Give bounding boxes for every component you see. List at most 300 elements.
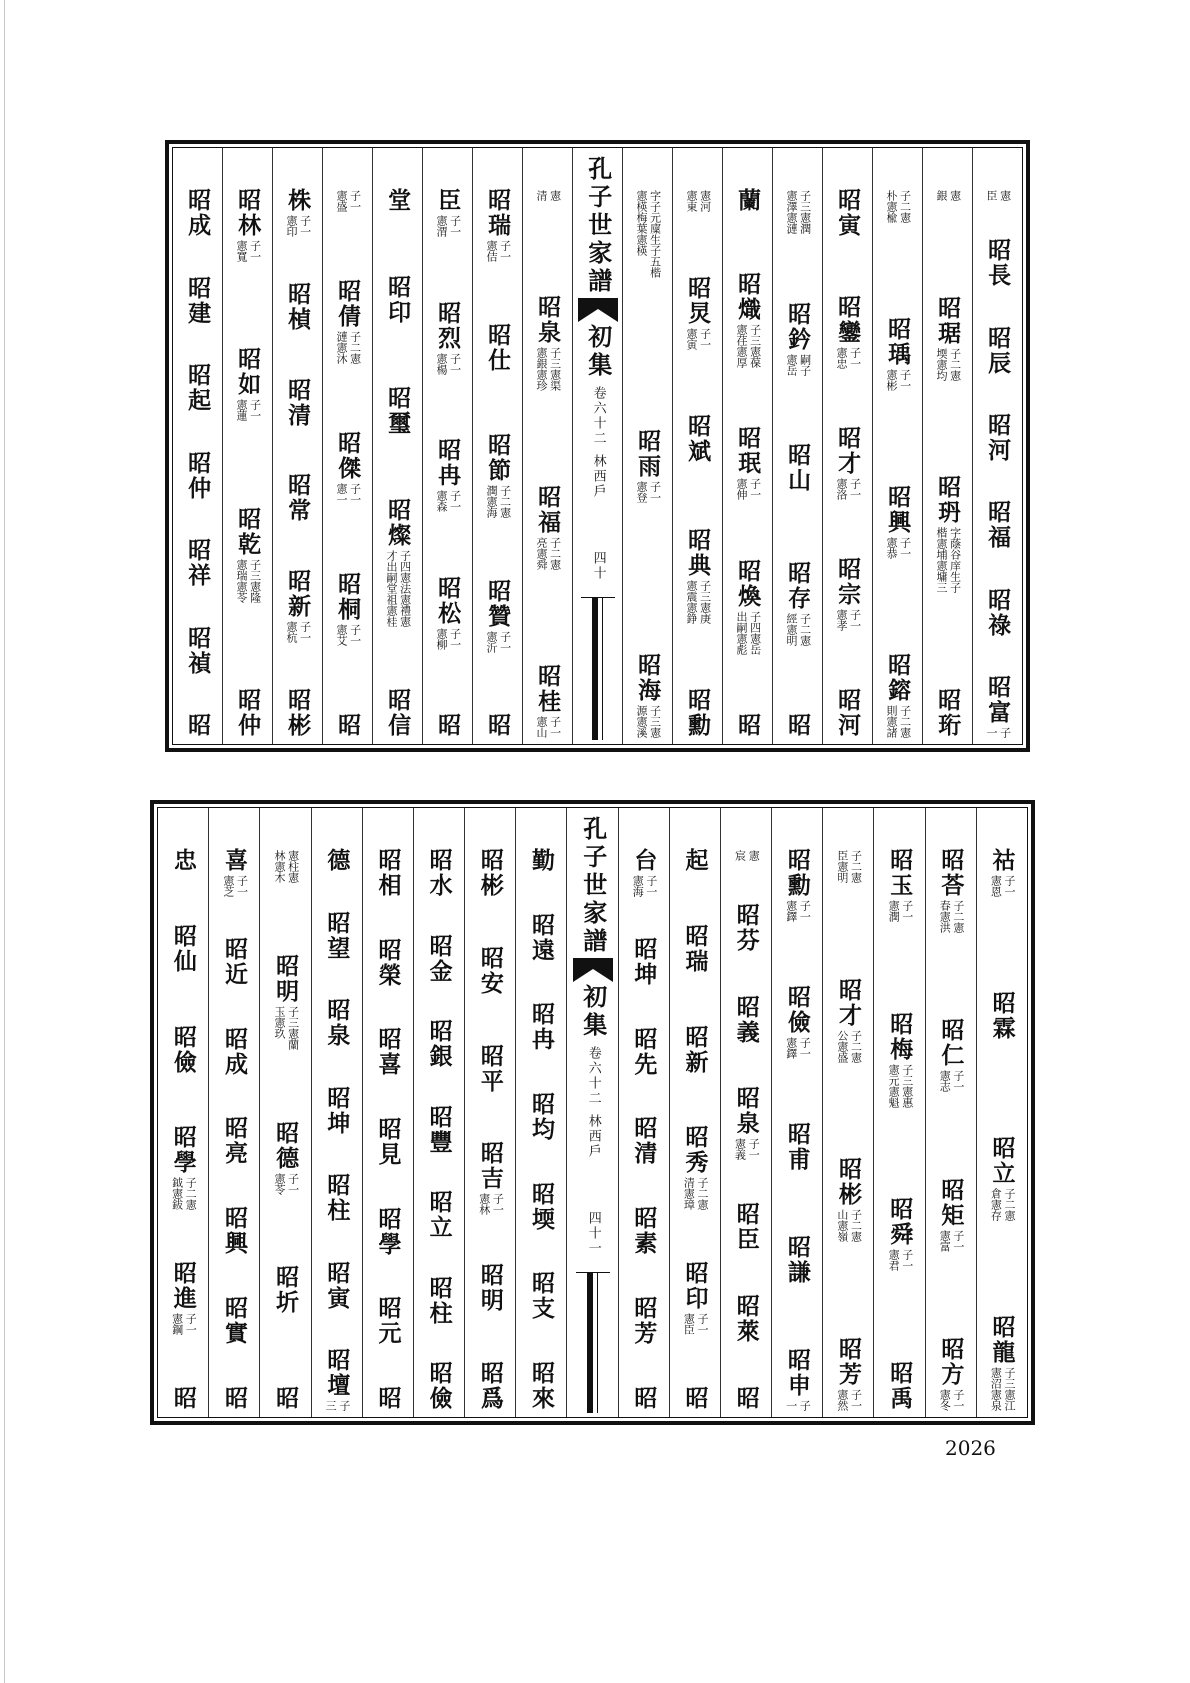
entry: [285, 688, 310, 738]
note-line: 子一: [498, 240, 512, 262]
entry: [834, 295, 860, 369]
note-line: 子: [798, 1400, 812, 1411]
entry: [234, 507, 260, 603]
lower-panel: [150, 800, 1035, 1425]
entry: [222, 1386, 247, 1411]
text-column: [423, 148, 473, 744]
entry: [235, 688, 260, 738]
text-column: [223, 148, 273, 744]
note-line: 憲沼憲泉: [989, 1366, 1003, 1411]
entry: [171, 1025, 196, 1075]
note-line: 春憲洪: [938, 900, 952, 933]
entry-note: [682, 1313, 708, 1335]
note-line: 子一: [498, 630, 512, 653]
entry: [478, 946, 503, 996]
note-line: 子二憲: [1003, 1187, 1017, 1221]
entry: [285, 282, 310, 332]
entry-name: 昭明: [272, 953, 300, 1004]
text-column: [260, 808, 311, 1417]
entry-name: 昭烈: [434, 300, 462, 351]
note-line: 子一: [951, 1229, 965, 1252]
entry: [324, 1348, 350, 1411]
entry: [733, 1202, 758, 1252]
entry: [426, 1190, 451, 1240]
note-line: 子一: [644, 875, 658, 897]
note-line: 憲渭: [435, 215, 448, 237]
note-line: 嗣子: [798, 353, 812, 376]
note-line: 憲楊: [435, 352, 448, 375]
entry-name: 昭贊: [484, 578, 512, 629]
entry-name: 昭儉: [425, 1361, 453, 1411]
entry: [634, 429, 660, 503]
entry-name: 昭鑾: [834, 295, 862, 345]
note-line: 宸: [733, 850, 747, 861]
entry: [733, 1294, 758, 1344]
note-line: 憲芝: [221, 875, 235, 897]
note-line: 子二憲: [498, 485, 512, 518]
entry: [733, 995, 758, 1045]
entry-name: 昭清: [284, 377, 312, 428]
entry: [285, 473, 310, 523]
note-line: 子二憲: [348, 331, 362, 364]
entry: [171, 848, 196, 873]
entry-name: 昭望: [323, 910, 351, 961]
entry-note: [284, 621, 310, 643]
entry: [835, 188, 860, 238]
note-line: 憲河: [698, 190, 712, 212]
note-line: 子一: [951, 1388, 965, 1411]
entry-name: 昭勳: [684, 688, 712, 738]
entry: [435, 713, 460, 738]
entry-name: 祜: [988, 848, 1016, 873]
note-line: 子二憲: [184, 1177, 198, 1211]
entry-name: 德: [323, 848, 351, 873]
note-line: 憲蓮: [235, 399, 248, 422]
entry-name: 昭儉: [169, 1024, 197, 1075]
entry-name: 昭印: [681, 1261, 709, 1312]
fishtail-mark: [578, 298, 618, 322]
note-line: 朴憲楡: [885, 190, 898, 223]
center-bar-thick: [592, 598, 598, 740]
note-line: 憲瑞憲苓: [235, 558, 248, 603]
note-line: 子二憲: [948, 347, 962, 381]
entry: [272, 1121, 298, 1195]
note-line: 憲佶: [485, 240, 498, 262]
entry-name: 昭立: [425, 1190, 453, 1240]
note-line: 子一: [348, 624, 362, 646]
note-line: 子二憲: [849, 850, 863, 883]
note-line: 憲忠: [835, 347, 848, 369]
note-line: 一: [784, 1400, 798, 1411]
note-line: 子三憲葆: [748, 323, 762, 368]
entry: [385, 188, 410, 213]
note-line: 子: [337, 1400, 351, 1411]
entry-name: 昭琚: [934, 295, 962, 346]
note-line: 子: [998, 726, 1012, 738]
entry-name: 昭富: [984, 674, 1012, 725]
note-line: 子二憲: [898, 190, 912, 223]
entry: [835, 848, 861, 883]
text-column: [772, 808, 823, 1417]
entry-note: [384, 550, 410, 627]
entry-name: 昭銀: [425, 1019, 453, 1069]
entry-name: 昭煥: [734, 558, 762, 609]
note-line: 憲山: [535, 716, 548, 738]
entry-name: 昭彬: [476, 848, 504, 898]
entry-note: [884, 190, 910, 223]
text-column: [926, 808, 977, 1417]
entry: [385, 688, 410, 738]
note-line: 憲荏憲厚: [735, 323, 748, 368]
note-line: 子一: [798, 1037, 812, 1059]
entry-note: [334, 624, 360, 646]
note-line: 子一: [448, 215, 462, 237]
text-column: [523, 148, 573, 744]
book-title: 孔子世家譜: [578, 816, 608, 956]
entry-note: [834, 478, 860, 500]
note-line: 憲元憲魁: [887, 1063, 901, 1108]
entry: [834, 557, 860, 631]
entry-name: 忠: [169, 848, 197, 873]
entry: [682, 848, 707, 873]
entry: [834, 426, 860, 500]
entry: [631, 1296, 656, 1346]
entry: [529, 1361, 554, 1411]
entry-note: [684, 580, 710, 624]
entry-note: [835, 1030, 861, 1063]
scan-edge-line: [4, 0, 5, 1683]
note-line: 憲寅: [685, 328, 698, 350]
entry: [835, 978, 861, 1063]
note-line: 憲: [747, 850, 761, 861]
entry-note: [484, 240, 510, 262]
entry-name: 昭: [184, 713, 212, 738]
entry-note: [272, 850, 298, 883]
note-line: 憲銀憲珍: [535, 347, 548, 391]
note-line: 漣憲沐: [335, 331, 348, 364]
entry-name: 昭勳: [783, 848, 811, 898]
note-line: 子一: [951, 1070, 965, 1093]
entry-note: [886, 1064, 912, 1108]
text-column: [273, 148, 323, 744]
center-bar: [581, 597, 615, 740]
entry-name: 昭壇: [323, 1348, 351, 1398]
note-line: 子二憲: [898, 705, 912, 738]
text-column: [473, 148, 523, 744]
note-line: 子二憲: [696, 1177, 710, 1211]
entry: [835, 1157, 861, 1242]
entry-name: 昭信: [384, 688, 412, 738]
entry-name: 昭儉: [783, 985, 811, 1035]
entry-name: 昭新: [681, 1024, 709, 1075]
entry: [335, 713, 360, 738]
entry-name: 昭泉: [534, 295, 562, 345]
book-title: 孔子世家譜: [583, 156, 613, 296]
entry-note: [886, 900, 912, 922]
entry-name: 昭素: [630, 1206, 658, 1257]
text-column: [823, 148, 873, 744]
entry-name: 昭宗: [834, 557, 862, 607]
entry-note: [477, 1193, 503, 1215]
entry-name: 昭鎔: [884, 653, 912, 703]
entry: [478, 1263, 503, 1313]
entry-name: 昭: [434, 713, 462, 738]
entry-note: [989, 1367, 1015, 1411]
note-line: 憲: [998, 190, 1012, 201]
entry-note: [634, 705, 660, 738]
entry: [886, 1012, 912, 1108]
entry: [733, 848, 759, 861]
entry-note: [682, 1177, 708, 1210]
center-bar-thin: [602, 598, 603, 740]
entry-name: 株: [284, 188, 312, 213]
entry-name: 昭龍: [988, 1314, 1016, 1365]
text-column: [158, 808, 209, 1417]
note-line: 字蔭谷庠生子: [948, 527, 962, 594]
text-column: [373, 148, 423, 744]
entry-note: [684, 190, 710, 212]
entry-name: 昭瑞: [681, 923, 709, 974]
entry-name: 昭成: [220, 1026, 248, 1077]
entry: [985, 326, 1010, 376]
entry-name: 昭仁: [937, 1018, 965, 1069]
entry-note: [334, 190, 360, 212]
note-line: 林憲木: [273, 850, 286, 883]
note-line: 子一: [248, 240, 262, 262]
entry: [234, 188, 260, 262]
entry-name: 昭: [374, 1385, 402, 1411]
note-line: 子一: [849, 1388, 863, 1411]
note-line: 子一: [491, 1193, 505, 1216]
entry-name: 昭松: [434, 575, 462, 626]
entry: [477, 1141, 503, 1215]
entry: [434, 301, 460, 375]
entry: [222, 1296, 247, 1346]
text-column: [874, 808, 925, 1417]
entry-name: 昭寅: [323, 1260, 351, 1311]
entry-name: 昭義: [732, 994, 760, 1045]
entry-name: 昭乾: [234, 506, 262, 557]
entry-name: 昭德: [272, 1120, 300, 1171]
entry: [682, 924, 707, 974]
note-line: 憲冬: [938, 1388, 952, 1411]
text-column: [977, 808, 1027, 1417]
entry-note: [784, 1400, 810, 1411]
branch-label: 林西戶: [590, 454, 606, 499]
entry: [485, 323, 510, 373]
entry-note: [334, 483, 360, 505]
entry-name: 昭元: [374, 1296, 402, 1347]
entry-name: 昭: [220, 1385, 248, 1411]
entry: [434, 188, 460, 237]
entry-name: 昭福: [984, 500, 1012, 551]
entry-note: [884, 537, 910, 559]
note-line: 子一: [348, 483, 362, 505]
entry-note: [534, 190, 560, 201]
entry-name: 昭祿: [984, 587, 1012, 638]
fishtail-mark: [573, 958, 613, 982]
note-line: 清: [535, 190, 548, 201]
note-line: 憲艾: [335, 624, 348, 646]
volume-label: 卷六十二: [590, 386, 606, 446]
entry: [835, 1337, 861, 1411]
entry-name: 昭印: [384, 274, 412, 325]
entry: [529, 848, 554, 873]
entry: [735, 188, 760, 213]
entry: [734, 426, 760, 500]
note-line: 楷憲埔憲墉三: [935, 527, 948, 594]
note-line: 子一: [235, 875, 249, 897]
entry-name: 昭冉: [434, 438, 462, 488]
entry: [682, 1025, 707, 1075]
entry-name: 昭均: [528, 1091, 556, 1142]
entry: [733, 1086, 759, 1160]
entry-note: [938, 1389, 964, 1411]
entry: [334, 572, 360, 646]
entry: [784, 561, 810, 646]
note-line: 憲柱憲: [286, 850, 300, 883]
entry-note: [284, 215, 310, 237]
entry-note: [784, 190, 810, 234]
entry: [375, 1386, 400, 1411]
entry: [273, 1265, 298, 1315]
entry-name: 蘭: [734, 188, 762, 213]
note-line: 玉憲玖: [273, 1005, 286, 1039]
note-line: 子四憲岳: [748, 610, 762, 655]
entry-name: 昭柱: [323, 1173, 351, 1223]
text-column: [323, 148, 373, 744]
note-line: 子一: [748, 478, 762, 500]
entry-note: [934, 190, 960, 201]
note-line: 憲鐸: [784, 1037, 798, 1059]
entry-name: 昭仲: [234, 687, 262, 738]
entry-note: [234, 399, 260, 421]
entry: [934, 475, 960, 593]
entry-name: 昭興: [884, 485, 912, 535]
entry-name: 台: [630, 848, 658, 873]
entry: [784, 985, 810, 1059]
text-column: [823, 808, 874, 1417]
note-line: 子四憲法憲禮憲: [398, 549, 412, 627]
entry-name: 昭坤: [323, 1085, 351, 1136]
lower-panel-columns: [157, 807, 1028, 1418]
entry: [484, 579, 510, 653]
note-line: 子一: [900, 900, 914, 922]
entry-name: 昭建: [184, 275, 212, 326]
entry-name: 昭見: [374, 1116, 402, 1167]
entry: [631, 1116, 656, 1166]
entry: [989, 991, 1014, 1041]
note-line: 子一: [848, 347, 862, 369]
entry: [334, 279, 360, 364]
entry-name: 昭梅: [886, 1011, 914, 1062]
text-column: [670, 808, 721, 1417]
entry: [222, 1027, 247, 1077]
center-bar: [576, 1272, 610, 1413]
entry: [478, 848, 503, 898]
note-line: 潤憲海: [485, 485, 498, 518]
note-line: 憲: [548, 190, 562, 201]
entry: [784, 848, 810, 922]
entry: [984, 188, 1010, 201]
entry-name: 昭: [169, 1385, 197, 1411]
entry-name: 昭林: [234, 188, 262, 238]
entry-name: 昭金: [425, 933, 453, 984]
entry-name: 昭寅: [834, 188, 862, 238]
entry: [534, 664, 560, 738]
entry-name: 昭進: [169, 1261, 197, 1312]
note-line: 出嗣憲彪: [735, 610, 748, 655]
entry-name: 昭吉: [476, 1141, 504, 1192]
note-line: 子三憲庚: [698, 580, 712, 624]
entry: [284, 569, 310, 643]
entry-note: [170, 1177, 196, 1210]
entry-note: [934, 527, 960, 593]
entry-name: 昭甫: [783, 1122, 811, 1172]
entry-name: 昭學: [169, 1125, 197, 1176]
entry-name: 昭典: [684, 528, 712, 578]
entry-name: 昭山: [784, 443, 812, 493]
entry-note: [272, 1173, 298, 1195]
note-line: 憲富: [938, 1229, 952, 1252]
entry-name: 昭存: [784, 560, 812, 611]
note-line: 子二憲: [548, 537, 562, 570]
entry: [529, 1092, 554, 1142]
note-line: 憲印: [285, 215, 298, 237]
note-line: 憲然: [835, 1388, 849, 1411]
note-line: 銀: [935, 190, 948, 201]
text-column: [973, 148, 1022, 744]
note-line: 子一: [448, 490, 462, 512]
entry-name: 昭玉: [886, 848, 914, 898]
entry: [478, 1361, 503, 1411]
entry: [221, 848, 247, 897]
entry: [938, 1178, 964, 1252]
entry-name: 昭冉: [528, 1002, 556, 1053]
entry-name: 昭珩: [934, 687, 962, 738]
text-column: [619, 808, 670, 1417]
note-line: 憲沂: [485, 630, 498, 653]
entry-note: [938, 900, 964, 933]
entry-note: [984, 727, 1010, 738]
entry-name: 勤: [528, 848, 556, 873]
entry: [935, 688, 960, 738]
text-column: [173, 148, 223, 744]
entry: [682, 1386, 707, 1411]
entry-note: [684, 328, 710, 350]
entry-name: 昭成: [184, 188, 212, 238]
note-line: 憲: [948, 190, 962, 201]
entry: [733, 903, 758, 953]
entry: [734, 559, 760, 655]
upper-panel-columns: [172, 147, 1023, 745]
entry-name: 昭萊: [732, 1294, 760, 1345]
entry-name: 昭燦: [384, 497, 412, 548]
entry-note: [534, 347, 560, 391]
text-column: [623, 148, 673, 744]
entry-name: 昭謙: [783, 1235, 811, 1285]
entry-note: [984, 190, 1010, 201]
entry: [684, 188, 710, 212]
entry: [185, 188, 210, 238]
entry: [185, 626, 210, 676]
entry-name: 昭仙: [169, 923, 197, 974]
entry: [375, 1207, 400, 1257]
entry: [989, 1136, 1015, 1221]
note-line: 一: [985, 726, 998, 738]
center-bar-thin: [597, 1273, 598, 1413]
entry-name: 昭豐: [425, 1104, 453, 1155]
